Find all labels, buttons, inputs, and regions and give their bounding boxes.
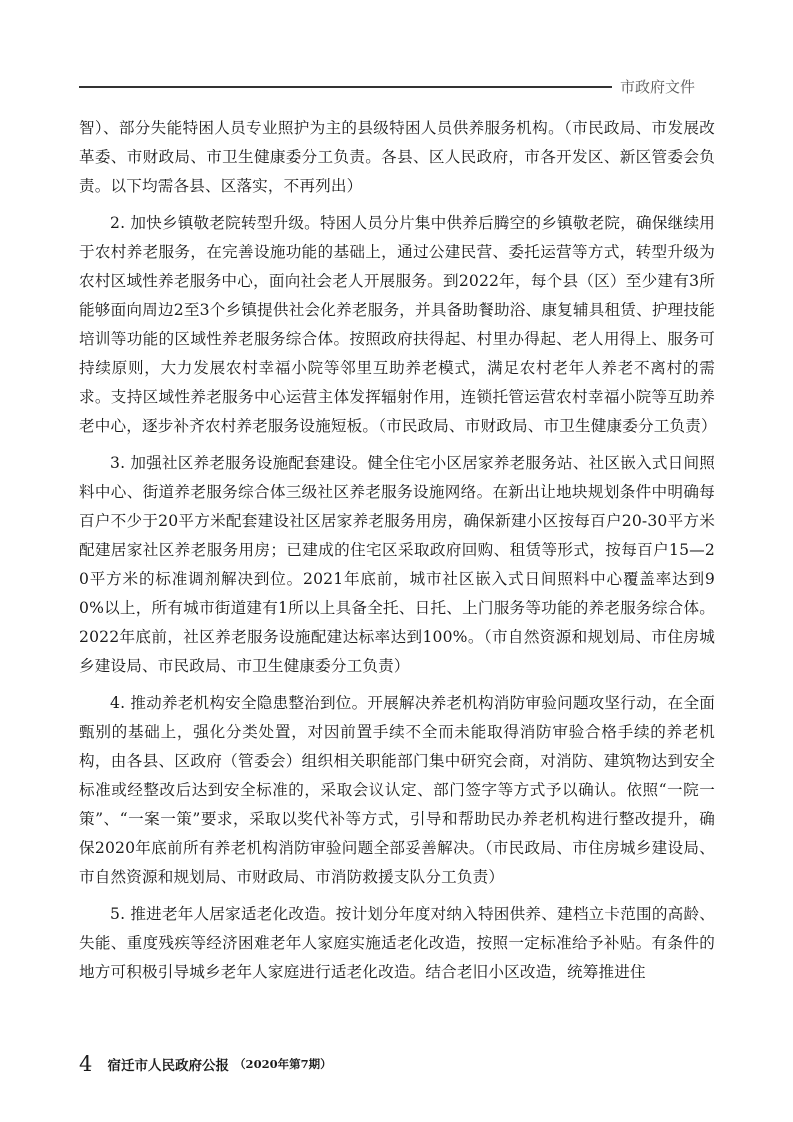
paragraph-item-4: 4. 推动养老机构安全隐患整治到位。开展解决养老机构消防审验问题攻坚行动，在全面甄别的基础上，强化分类处置，对因前置手续不全而未能取得消防审验合格手续的养老机构，由各县、区政府（管委会）组织相关职能部门集中研究会商，对消防、建筑物达到安全标准或经整改后达到安全标准的，采取会议认定、部门签字等方式予以确认。依照“一院一策”、“一案一策”要求，采取以奖代补等方式，引导和帮助民办养老机构进行整改提升，确保2020年底前所有养老机构消防审验问题全部妥善解决。（市民政局、市住房城乡建设局、市自然资源和规划局、市财政局、市消防救援支队分工负责） [79, 694, 715, 886]
publication-title: 宿迁市人民政府公报 [107, 1058, 229, 1074]
document-body [79, 114, 715, 995]
paragraph-item-2: 2. 加快乡镇敬老院转型升级。特困人员分片集中供养后腾空的乡镇敬老院，确保继续用于农村养老服务，在完善设施功能的基础上，通过公建民营、委托运营等方式，转型升级为农村区域性养老服务中心，面向社会老人开展服务。到2022年，每个县（区）至少建有3所能够面向周边2至3个乡镇提供社会化养老服务，并具备助餐助浴、康复辅具租赁、护理技能培训等功能的区域性养老服务综合体。按照政府扶得起、村里办得起、老人用得上、服务可持续原则，大力发展农村幸福小院等邻里互助养老模式，满足农村老年人养老不离村的需求。支持区域性养老服务中心运营主体发挥辐射作用，连锁托管运营农村幸福小院等互助养老中心，逐步补齐农村养老服务设施短板。（市民政局、市财政局、市卫生健康委分工负责） [79, 214, 717, 435]
paragraph-item-5: 5. 推进老年人居家适老化改造。按计划分年度对纳入特困供养、建档立卡范围的高龄、失能、重度残疾等经济困难老年人家庭实施适老化改造，按照一定标准给予补贴。有条件的地方可积极引导城乡老年人家庭进行适老化改造。结合老旧小区改造，统筹推进住 [79, 905, 715, 981]
publication-issue: （2020年第7期） [234, 1057, 332, 1071]
header-rule [79, 86, 612, 88]
paragraph-continuation: 智）、部分失能特困人员专业照护为主的县级特困人员供养服务机构。（市民政局、市发展改革委、市财政局、市卫生健康委分工负责。各县、区人民政府，市各开发区、新区管委会负责。以下均需各县、区落实，不再列出） [79, 119, 715, 195]
header-section-label: 市政府文件 [620, 78, 696, 96]
page-number: 4 [79, 1052, 93, 1076]
page-footer [79, 1052, 332, 1076]
paragraph-item-3: 3. 加强社区养老服务设施配套建设。健全住宅小区居家养老服务站、社区嵌入式日间照料中心、街道养老服务综合体三级社区养老服务设施网络。在新出让地块规划条件中明确每百户不少于20平方米配套建设社区居家养老服务用房，确保新建小区按每百户20-30平方米配建居家社区养老服务用房；已建成的住宅区采取政府回购、租赁等形式，按每百户15—20平方米的标准调剂解决到位。2021年底前，城市社区嵌入式日间照料中心覆盖率达到90%以上，所有城市街道建有1所以上具备全托、日托、上门服务等功能的养老服务综合体。2022年底前，社区养老服务设施配建达标率达到100%。（市自然资源和规划局、市住房城乡建设局、市民政局、市卫生健康委分工负责） [79, 454, 715, 675]
